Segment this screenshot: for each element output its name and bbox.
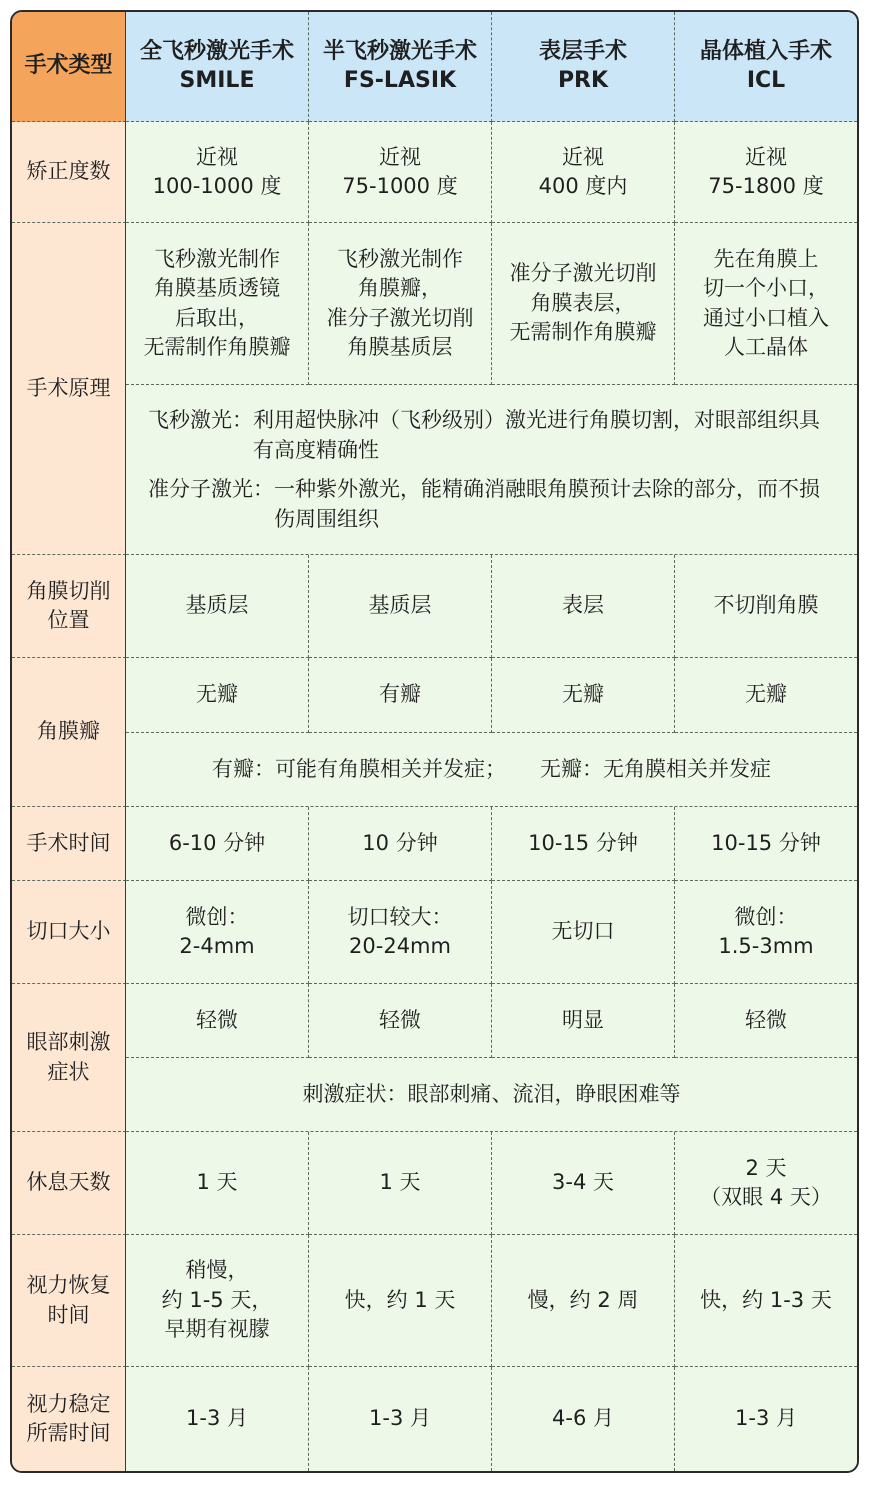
note-term: 准分子激光： — [148, 476, 274, 501]
table-cell: 表层 — [492, 555, 675, 658]
header-col-prk — [492, 12, 675, 122]
table-cell: 快，约 1-3 天 — [675, 1235, 857, 1367]
flap-note-with: 有瓣：可能有角膜相关并发症； — [212, 756, 506, 781]
comparison-table — [10, 10, 859, 1473]
row-label-recovery: 视力恢复 时间 — [12, 1235, 126, 1367]
flap-note-without: 无瓣：无角膜相关并发症 — [540, 756, 771, 781]
table-cell: 先在角膜上 切一个小口， 通过小口植入 人工晶体 — [675, 223, 857, 385]
header-col-smile — [126, 12, 309, 122]
flap-note — [126, 733, 857, 807]
row-label-irritation: 眼部刺激 症状 — [12, 984, 126, 1132]
principle-note-lines — [148, 405, 839, 535]
table-cell: 快，约 1 天 — [309, 1235, 492, 1367]
table-cell: 1-3 月 — [309, 1367, 492, 1471]
note-desc: 一种紫外激光，能精确消融眼角膜预计去除的部分，而不损伤周围组织 — [274, 476, 820, 531]
table-cell: 近视 100-1000 度 — [126, 122, 309, 223]
principle-note — [126, 385, 857, 555]
note-desc: 利用超快脉冲（飞秒级别）激光进行角膜切割，对眼部组织具有高度精确性 — [253, 407, 820, 463]
table-grid — [12, 12, 857, 1471]
header-col-name: 全飞秒激光手术 — [139, 38, 294, 64]
table-cell: 飞秒激光制作 角膜瓣， 准分子激光切削 角膜基质层 — [309, 223, 492, 385]
table-cell: 明显 — [492, 984, 675, 1058]
row-label-flap: 角膜瓣 — [12, 658, 126, 807]
table-cell: 有瓣 — [309, 658, 492, 733]
table-cell: 基质层 — [309, 555, 492, 658]
row-label-correction: 矫正度数 — [12, 122, 126, 223]
table-cell: 轻微 — [309, 984, 492, 1058]
table-cell: 近视 75-1800 度 — [675, 122, 857, 223]
table-cell: 准分子激光切削 角膜表层， 无需制作角膜瓣 — [492, 223, 675, 385]
row-label-incision: 切口大小 — [12, 881, 126, 984]
note-term: 飞秒激光： — [148, 407, 253, 432]
table-cell: 基质层 — [126, 555, 309, 658]
table-cell: 稍慢， 约 1-5 天， 早期有视朦 — [126, 1235, 309, 1367]
table-cell: 近视 75-1000 度 — [309, 122, 492, 223]
table-cell: 1-3 月 — [675, 1367, 857, 1471]
table-cell: 10 分钟 — [309, 807, 492, 881]
table-cell: 轻微 — [126, 984, 309, 1058]
table-cell: 轻微 — [675, 984, 857, 1058]
table-cell: 4-6 月 — [492, 1367, 675, 1471]
header-col-code: SMILE — [179, 67, 255, 93]
table-cell: 飞秒激光制作 角膜基质透镜 后取出， 无需制作角膜瓣 — [126, 223, 309, 385]
table-cell: 1 天 — [309, 1132, 492, 1235]
table-cell: 近视 400 度内 — [492, 122, 675, 223]
table-cell: 不切削角膜 — [675, 555, 857, 658]
header-col-name: 晶体植入手术 — [699, 38, 832, 64]
table-cell: 1-3 月 — [126, 1367, 309, 1471]
irritation-note: 刺激症状：眼部刺痛、流泪，睁眼困难等 — [126, 1058, 857, 1132]
table-cell: 无瓣 — [126, 658, 309, 733]
row-label-principle: 手术原理 — [12, 223, 126, 555]
table-cell: 10-15 分钟 — [675, 807, 857, 881]
table-cell: 无瓣 — [675, 658, 857, 733]
note-line-excimer — [148, 474, 839, 535]
table-cell: 微创： 1.5-3mm — [675, 881, 857, 984]
header-col-name: 表层手术 — [538, 38, 627, 64]
table-cell: 2 天 （双眼 4 天） — [675, 1132, 857, 1235]
header-col-name: 半飞秒激光手术 — [322, 38, 477, 64]
table-cell: 无切口 — [492, 881, 675, 984]
table-cell: 切口较大： 20-24mm — [309, 881, 492, 984]
header-col-code: FS-LASIK — [343, 67, 457, 93]
note-line-femtosecond — [148, 405, 839, 466]
table-cell: 10-15 分钟 — [492, 807, 675, 881]
table-cell: 6-10 分钟 — [126, 807, 309, 881]
header-col-icl — [675, 12, 857, 122]
table-cell: 微创： 2-4mm — [126, 881, 309, 984]
row-label-duration: 手术时间 — [12, 807, 126, 881]
header-col-code: PRK — [557, 67, 609, 93]
row-label-stable: 视力稳定 所需时间 — [12, 1367, 126, 1471]
row-label-cut-position: 角膜切削 位置 — [12, 555, 126, 658]
table-cell: 无瓣 — [492, 658, 675, 733]
table-cell: 慢，约 2 周 — [492, 1235, 675, 1367]
row-label-rest: 休息天数 — [12, 1132, 126, 1235]
table-cell: 3-4 天 — [492, 1132, 675, 1235]
header-col-code: ICL — [746, 67, 786, 93]
header-col-fslasik — [309, 12, 492, 122]
header-corner: 手术类型 — [12, 12, 126, 122]
table-cell: 1 天 — [126, 1132, 309, 1235]
